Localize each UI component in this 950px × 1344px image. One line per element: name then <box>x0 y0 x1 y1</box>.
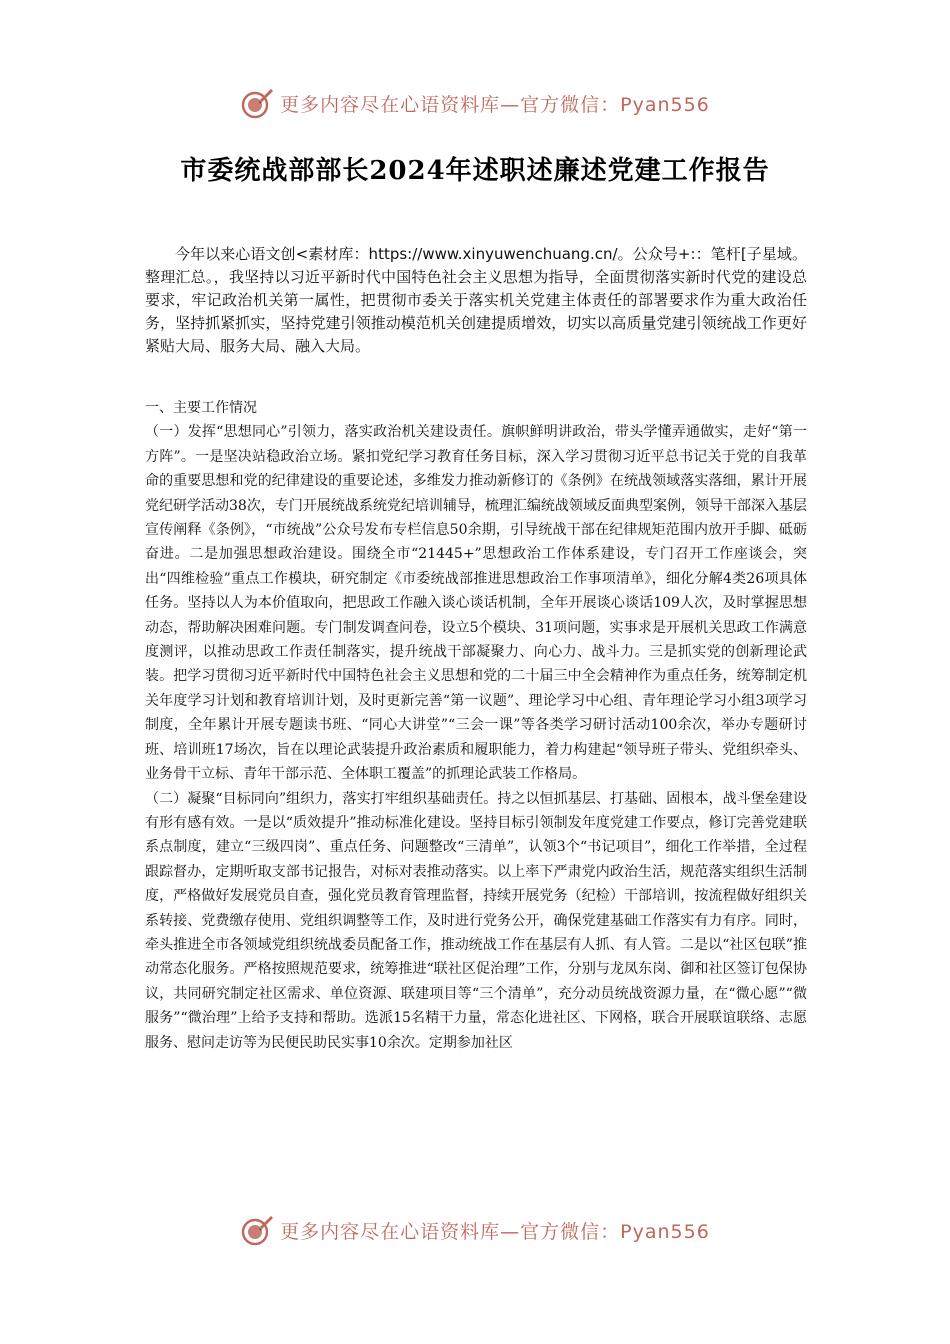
document-body <box>145 396 807 1055</box>
section-heading: 一、主要工作情况 <box>145 400 257 416</box>
pen-logo-icon <box>240 1213 274 1247</box>
document-title: 市委统战部部长2024年述职述廉述党建工作报告 <box>180 156 770 186</box>
footer-banner <box>0 1210 950 1250</box>
pen-logo-icon <box>240 86 274 120</box>
intro-paragraph: 今年以来心语文创<素材库：https://www.xinyuwenchuang.cn/。公众号+:：笔杆[子星域。整理汇总。，我坚持以习近平新时代中国特色社会主义思想为指导，全面贯彻落实新时代党的建设总要求，牢记政治机关第一属性，把贯彻市委关于落实机关党建主体责任的部署要求作为重大政治任务，坚持抓紧抓实，坚持党建引领推动模范机关创建提质增效，切实以高质量党建引领统战工作更好紧贴大局、服务大局、融入大局。 <box>145 245 807 355</box>
body-paragraph-2: （二）凝聚“目标同向”组织力，落实打牢组织基础责任。持之以恒抓基层、打基础、固根本，战斗堡垒建设有形有感有效。一是以“质效提升”推动标准化建设。坚持目标引领制发年度党建工作要点，修订完善党建联系点制度，建立“三级四岗”、重点任务、问题整改“三清单”，认领3个“书记项目”，细化工作举措，全过程跟踪督办，定期听取支部书记报告，对标对表推动落实。以上率下严肃党内政治生活，规范落实组织生活制度，严格做好发展党员自查，强化党员教育管理监督，持续开展党务（纪检）干部培训，按流程做好组织关系转接、党费缴存使用、党组织调整等工作，及时进行党务公开，确保党建基础工作落实有力有序。同时，牵头推进全市各领域党组织统战委员配备工作，推动统战工作在基层有人抓、有人管。二是以“社区包联”推动常态化服务。严格按照规范要求，统筹推进“联社区促治理”工作，分别与龙凤东岗、御和社区签订包保协议，共同研究制定社区需求、单位资源、联建项目等“三个清单”，充分动员统战资源力量，在“微心愿”“微服务”“微治理”上给予支持和帮助。选派15名精干力量，常态化进社区、下网格，联合开展联谊联络、志愿服务、慰问走访等为民便民助民实事10余次。定期参加社区 <box>145 790 807 1051</box>
body-paragraph-1: （一）发挥“思想同心”引领力，落实政治机关建设责任。旗帜鲜明讲政治，带头学懂弄通做实，走好“第一方阵”。一是坚决站稳政治立场。紧扣党纪学习教育任务目标，深入学习贯彻习近平总书记关于党的自我革命的重要思想和党的纪律建设的重要论述，多维发力推动新修订的《条例》在统战领域落实落细，累计开展党纪研学活动38次，专门开展统战系统党纪培训辅导，梳理汇编统战领域反面典型案例，领导干部深入基层宣传阐释《条例》，“市统战”公众号发布专栏信息50余期，引导统战干部在纪律规矩范围内放开手脚、砥砺奋进。二是加强思想政治建设。围绕全市“21445+”思想政治工作体系建设，专门召开工作座谈会，突出“四维检验”重点工作模块，研究制定《市委统战部推进思想政治工作事项清单》，细化分解4类26项具体任务。坚持以人为本价值取向，把思政工作融入谈心谈话机制，全年开展谈心谈话109人次，及时掌握思想动态，帮助解决困难问题。专门制发调查问卷，设立5个模块、31项问题，实事求是开展机关思政工作满意度测评，以推动思政工作责任制落实，提升统战干部凝聚力、向心力、战斗力。三是抓实党的创新理论武装。把学习贯彻习近平新时代中国特色社会主义思想和党的二十届三中全会精神作为重点任务，统筹制定机关年度学习计划和教育培训计划，及时更新完善“第一议题”、理论学习中心组、青年理论学习小组3项学习制度，全年累计开展专题读书班、“同心大讲堂”“三会一课”等各类学习研讨活动100余次，举办专题研讨班、培训班17场次，旨在以理论武装提升政治素质和履职能力，着力构建起“领导班子带头、党组织牵头、业务骨干立标、青年干部示范、全体职工覆盖”的抓理论武装工作格局。 <box>145 424 807 783</box>
banner-text: 更多内容尽在心语资料库—官方微信：Pyan556 <box>280 93 710 116</box>
header-banner <box>0 83 950 123</box>
banner-text: 更多内容尽在心语资料库—官方微信：Pyan556 <box>280 1220 710 1243</box>
